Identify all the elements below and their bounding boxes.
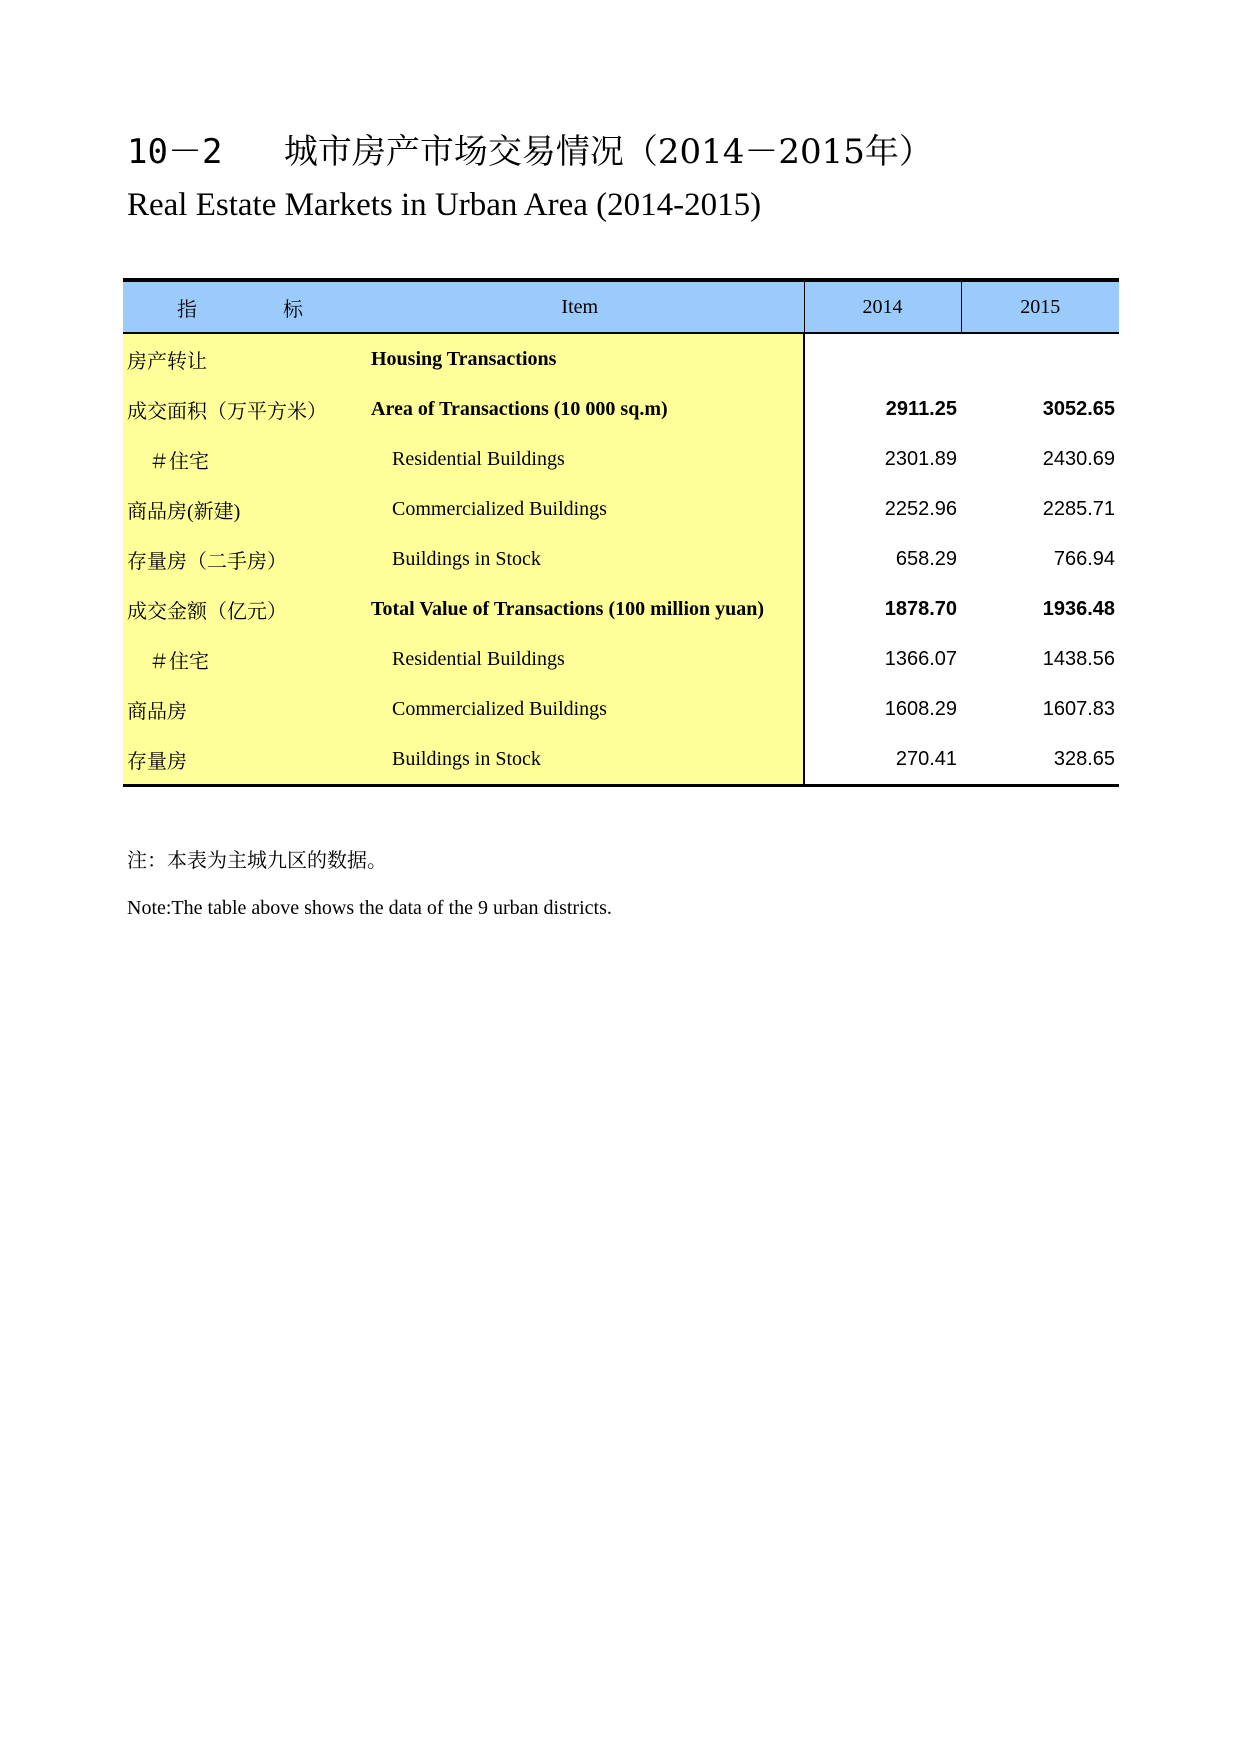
- cell-2015: [961, 333, 1119, 384]
- row-label-cn: 商品房: [123, 684, 356, 734]
- cell-2014: 2252.96: [884, 497, 957, 520]
- cell-2014: 270.41: [804, 734, 961, 786]
- row-label-en: Buildings in Stock: [356, 734, 804, 786]
- row-label-en: Residential Buildings: [356, 634, 804, 684]
- cell-2014: 1608.29: [884, 697, 957, 720]
- row-label-cn: 商品房(新建): [123, 484, 356, 534]
- note-cn: 注：本表为主城九区的数据。: [127, 848, 387, 872]
- table-row: [123, 534, 1119, 584]
- page-title-en: Real Estate Markets in Urban Area (2014-2015): [127, 187, 762, 223]
- note-en: Note:The table above shows the data of the 9 urban districts.: [127, 897, 612, 919]
- row-label-cn: 成交金额（亿元）: [123, 584, 356, 634]
- row-label-en: Buildings in Stock: [356, 534, 804, 584]
- row-label-cn: 成交面积（万平方米）: [123, 384, 356, 434]
- row-label-en: Housing Transactions: [356, 333, 804, 384]
- header-item: Item: [356, 282, 804, 333]
- cell-2014: 1878.70: [884, 597, 957, 620]
- header-cn-a: 指: [177, 298, 197, 321]
- page-title-cn: [127, 132, 933, 172]
- row-label-en: Area of Transactions (10 000 sq.m): [356, 384, 804, 434]
- row-label-cn: 存量房（二手房）: [123, 534, 356, 584]
- row-label-en: Total Value of Transactions (100 million yuan): [356, 584, 804, 634]
- row-label-cn: ＃住宅: [123, 634, 356, 684]
- table-row: [123, 384, 1119, 434]
- row-label-cn: ＃住宅: [123, 434, 356, 484]
- table-row: [123, 333, 1119, 384]
- header-cn-b: 标: [283, 298, 303, 321]
- cell-2015: 3052.65: [1042, 397, 1115, 420]
- row-label-cn: 房产转让: [123, 333, 356, 384]
- header-2014: 2014: [804, 282, 961, 333]
- table-number: 10－2: [127, 132, 223, 172]
- table-row: [123, 484, 1119, 534]
- row-label-en: Residential Buildings: [356, 434, 804, 484]
- table-row: [123, 584, 1119, 634]
- cell-2014: 2911.25: [885, 397, 957, 420]
- cell-2014: 1366.07: [884, 647, 957, 670]
- table-row: [123, 684, 1119, 734]
- cell-2015: 1438.56: [1042, 647, 1115, 670]
- cell-2014: [804, 333, 961, 384]
- cell-2014: 2301.89: [884, 447, 957, 470]
- title-cn-text: 城市房产市场交易情况（2014－2015年）: [283, 132, 933, 172]
- header-2015: 2015: [961, 282, 1119, 333]
- table-row: [123, 634, 1119, 684]
- table-header-row: [123, 282, 1119, 333]
- cell-2015: 2285.71: [1042, 497, 1115, 520]
- row-label-en: Commercialized Buildings: [356, 484, 804, 534]
- cell-2015: 328.65: [961, 734, 1119, 786]
- row-label-en: Commercialized Buildings: [356, 684, 804, 734]
- cell-2015: 2430.69: [1042, 447, 1115, 470]
- table-row: [123, 434, 1119, 484]
- cell-2015: 1607.83: [1042, 697, 1115, 720]
- header-cn: [123, 282, 356, 333]
- cell-2015: 1936.48: [1042, 597, 1115, 620]
- data-table: [123, 278, 1119, 787]
- cell-2014: 658.29: [895, 547, 957, 570]
- row-label-cn: 存量房: [123, 734, 356, 786]
- table-row: [123, 734, 1119, 786]
- cell-2015: 766.94: [1053, 547, 1115, 570]
